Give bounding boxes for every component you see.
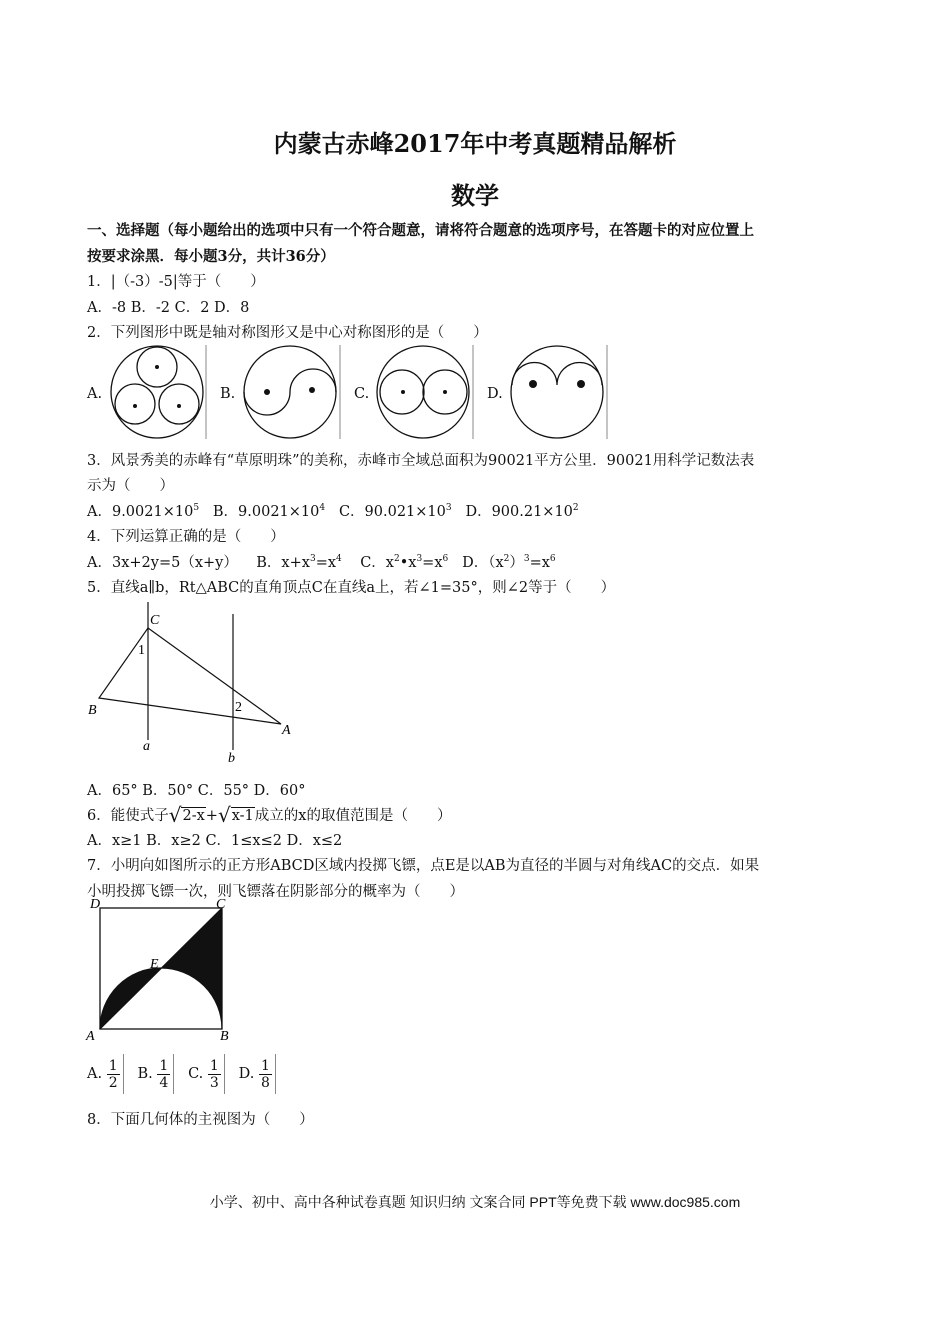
q3-option-b-exp: 4 (319, 503, 326, 513)
q5-figure (84, 600, 294, 770)
q8-stem: 8．下面几何体的主视图为（ ） (87, 1112, 314, 1128)
subject-title: 数学 (451, 181, 499, 210)
label-line-b: b (228, 751, 235, 766)
page-footer: 小学、初中、高中各种试卷真题 知识归纳 文案合同 PPT等免费下载 www.doc985.com (209, 1194, 741, 1210)
q3-option-c-exp: 3 (445, 503, 452, 513)
q1-options: A．-8 B．-2 C．2 D．8 (87, 300, 250, 316)
q4-option-a: A．3x+2y=5（x+y） (87, 555, 238, 571)
q4-option-d: D．$(x^2)^3=x^6$ (462, 554, 556, 571)
q4-option-c: C．$x^2•x^3=x^6$ (360, 554, 449, 571)
q3-stem-line2: 示为（ ） (87, 478, 174, 494)
radicand-2: x-1 (231, 808, 254, 824)
q4-option-b: B．$x+x^3=x^4$ (256, 554, 342, 571)
label-e: E (150, 957, 159, 972)
figure-a-three-circles (111, 346, 203, 438)
q7-option-b: B. $\frac{1}{4}$ (137, 1066, 174, 1082)
q2-option-b-label: B. (220, 386, 236, 402)
page-title: 内蒙古赤峰2017年中考真题精品解析 (273, 129, 677, 158)
label-c: C (150, 613, 160, 628)
figure-c-two-circles (377, 346, 469, 438)
q4-stem: 4．下列运算正确的是（ ） (87, 529, 285, 545)
q2-stem: 2．下列图形中既是轴对称图形又是中心对称图形的是（ ） (87, 325, 488, 341)
label-line-a: a (143, 739, 150, 754)
q5-stem: 5．直线a∥b，Rt△ABC的直角顶点C在直线a上，若∠1=35°，则∠2等于（ ） (87, 580, 616, 596)
q3-option-d-exp: 2 (572, 503, 579, 513)
label-angle-2: 2 (235, 700, 242, 715)
q7-options (87, 1054, 276, 1094)
q1-stem: 1．|（-3）-5|等于（ ） (87, 274, 265, 290)
q3-option-a-exp: 5 (193, 503, 200, 513)
q7-option-a: A. $\frac{1}{2}$ (87, 1066, 124, 1082)
label-d: D (90, 897, 101, 912)
q3-option-d: D．900.21×10 (465, 504, 573, 520)
q7-stem-line2: 小明投掷飞镖一次，则飞镖落在阴影部分的概率为（ ） (87, 884, 464, 900)
label-b-vertex: B (88, 703, 97, 718)
q7-option-d: D. $\frac{1}{8}$ (239, 1066, 276, 1082)
radicand-1: 2-x (182, 808, 205, 824)
section-heading-line2: 按要求涂黑．每小题3分，共计36分） (87, 248, 335, 265)
q3-options (87, 500, 579, 521)
q7-option-c: C. $\frac{1}{3}$ (188, 1066, 225, 1082)
label-a: A (86, 1029, 95, 1044)
section-heading-line1: 一、选择题（每小题给出的选项中只有一个符合题意，请将符合题意的选项序号，在答题卡的对应位置上 (87, 222, 754, 239)
q3-stem-line1: 3．风景秀美的赤峰有“草原明珠”的美称，赤峰市全域总面积为90021平方公里．90021用科学记数法表 (87, 453, 755, 469)
q6-stem: 6．能使式子√2-x+√x-1成立的x的取值范围是（ ） (87, 803, 452, 827)
q2-option-a-label: A. (87, 386, 103, 402)
label-angle-1: 1 (138, 643, 145, 658)
q7-figure (84, 896, 244, 1046)
q2-option-c-label: C. (354, 386, 370, 402)
q7-stem-line1: 7．小明向如图所示的正方形ABCD区域内投掷飞镖，点E是以AB为直径的半圆与对角线AC的交点．如果 (87, 858, 760, 874)
q3-option-c: C．90.021×10 (338, 504, 446, 520)
q5-options: A．65° B．50° C．55° D．60° (87, 783, 306, 799)
q6-options: A．x≥1 B．x≥2 C．1≤x≤2 D．x≤2 (87, 833, 343, 849)
q3-option-a: A．9.0021×10 (87, 504, 194, 520)
label-a-vertex: A (282, 723, 291, 738)
q2-option-d-label: D. (487, 386, 503, 402)
figure-d-two-arcs (511, 346, 603, 438)
label-b: B (220, 1029, 229, 1044)
q4-options (87, 551, 556, 572)
q2-figures (105, 343, 615, 441)
figure-b-s-curve (244, 346, 336, 438)
label-c: C (216, 897, 226, 912)
q3-option-b: B．9.0021×10 (212, 504, 320, 520)
